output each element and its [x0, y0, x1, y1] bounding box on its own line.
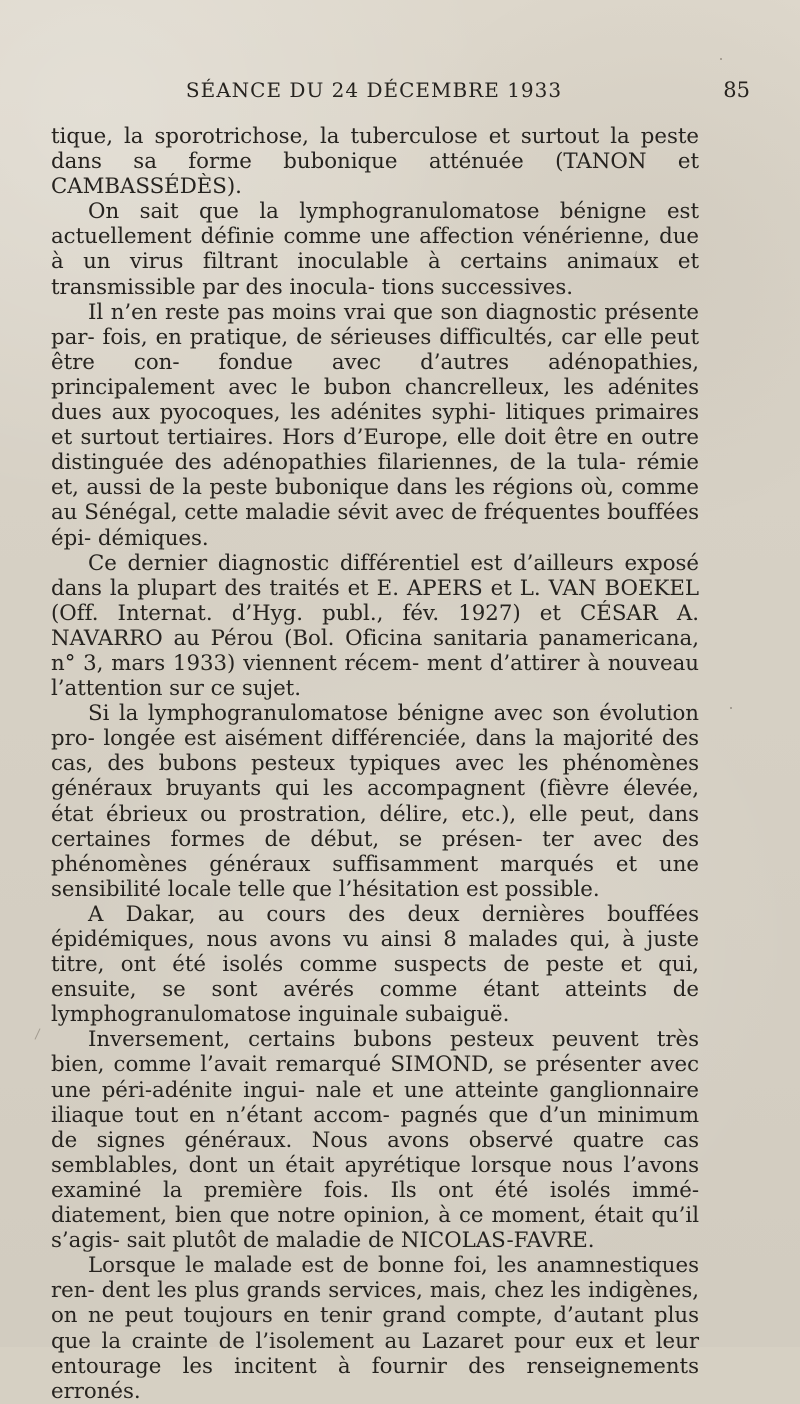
article-body	[51, 124, 699, 1404]
paragraph-2: On sait que la lymphogranulomatose bénigne est actuellement définie comme une affection vénérienne, due à un virus filtrant inoculable à certains animaux et transmissible par des inocula- tions successives.	[51, 199, 699, 300]
paragraph-5: Si la lymphogranulomatose bénigne avec son évolution pro- longée est aisément différenciée, dans la majorité des cas, des bubons pesteux typiques avec les phénomènes généraux bruyants qui les accompagnent (fièvre élevée, état ébrieux ou prostration, délire, etc.), elle peut, dans certaines formes de début, se présen- ter avec des phénomènes généraux suffisamment marqués et une sensibilité locale telle que l’hésitation est possible.	[51, 701, 699, 902]
paper-speck	[623, 160, 625, 162]
running-title: SÉANCE DU 24 DÉCEMBRE 1933	[185, 78, 563, 102]
paper-speck	[730, 707, 732, 709]
paper-speck	[720, 58, 722, 60]
page-header	[56, 78, 750, 106]
paragraph-3: Il n’en reste pas moins vrai que son diagnostic présente par- fois, en pratique, de sérieuses difficultés, car elle peut être con- fondue avec d’autres adénopathies, principalement avec le bubon chancrelleux, les adénites dues aux pyocoques, les adénites syphi- litiques primaires et surtout tertiaires. Hors d’Europe, elle doit être en outre distinguée des adénopathies filariennes, de la tula- rémie et, aussi de la peste bubonique dans les régions où, comme au Sénégal, cette maladie sévit avec de fréquentes bouffées épi- démiques.	[51, 299, 699, 551]
paragraph-4: Ce dernier diagnostic différentiel est d’ailleurs exposé dans la plupart des traités et E. APERS et L. VAN BOEKEL (Off. Internat. d’Hyg. publ., fév. 1927) et CÉSAR A. NAVARRO au Pérou (Bol. Oficina sanitaria panamericana, n° 3, mars 1933) viennent récem- ment d’attirer à nouveau l’attention sur ce sujet.	[51, 550, 699, 702]
paragraph-7: Inversement, certains bubons pesteux peuvent très bien, comme l’avait remarqué SIMOND, se présenter avec une péri-adénite ingui- nale et une atteinte ganglionnaire iliaque tout en n’étant accom- pagnés que d’un minimum de signes généraux. Nous avons observé quatre cas semblables, dont un était apyrétique lorsque nous l’avons examiné la première fois. Ils ont été isolés immé- diatement, bien que notre opinion, à ce moment, était qu’il s’agis- sait plutôt de maladie de NICOLAS-FAVRE.	[51, 1027, 699, 1254]
paragraph-1: tique, la sporotrichose, la tuberculose et surtout la peste dans sa forme bubonique atténuée (TANON et CAMBASSÉDÈS).	[51, 124, 699, 200]
paper-speck	[88, 1220, 90, 1222]
page-number: 85	[723, 78, 750, 102]
paragraph-6: A Dakar, au cours des deux dernières bouffées épidémiques, nous avons vu ainsi 8 malades qui, à juste titre, ont été isolés comme suspects de peste et qui, ensuite, se sont avérés comme étant atteints de lymphogranulomatose inguinale subaiguë.	[51, 901, 699, 1028]
paragraph-8: Lorsque le malade est de bonne foi, les anamnestiques ren- dent les plus grands services, mais, chez les indigènes, on ne peut toujours en tenir grand compte, d’autant plus que la crainte de l’isolement au Lazaret pour eux et leur entourage les incitent à fournir des renseignements erronés.	[51, 1253, 699, 1404]
pencil-mark	[35, 1028, 41, 1039]
